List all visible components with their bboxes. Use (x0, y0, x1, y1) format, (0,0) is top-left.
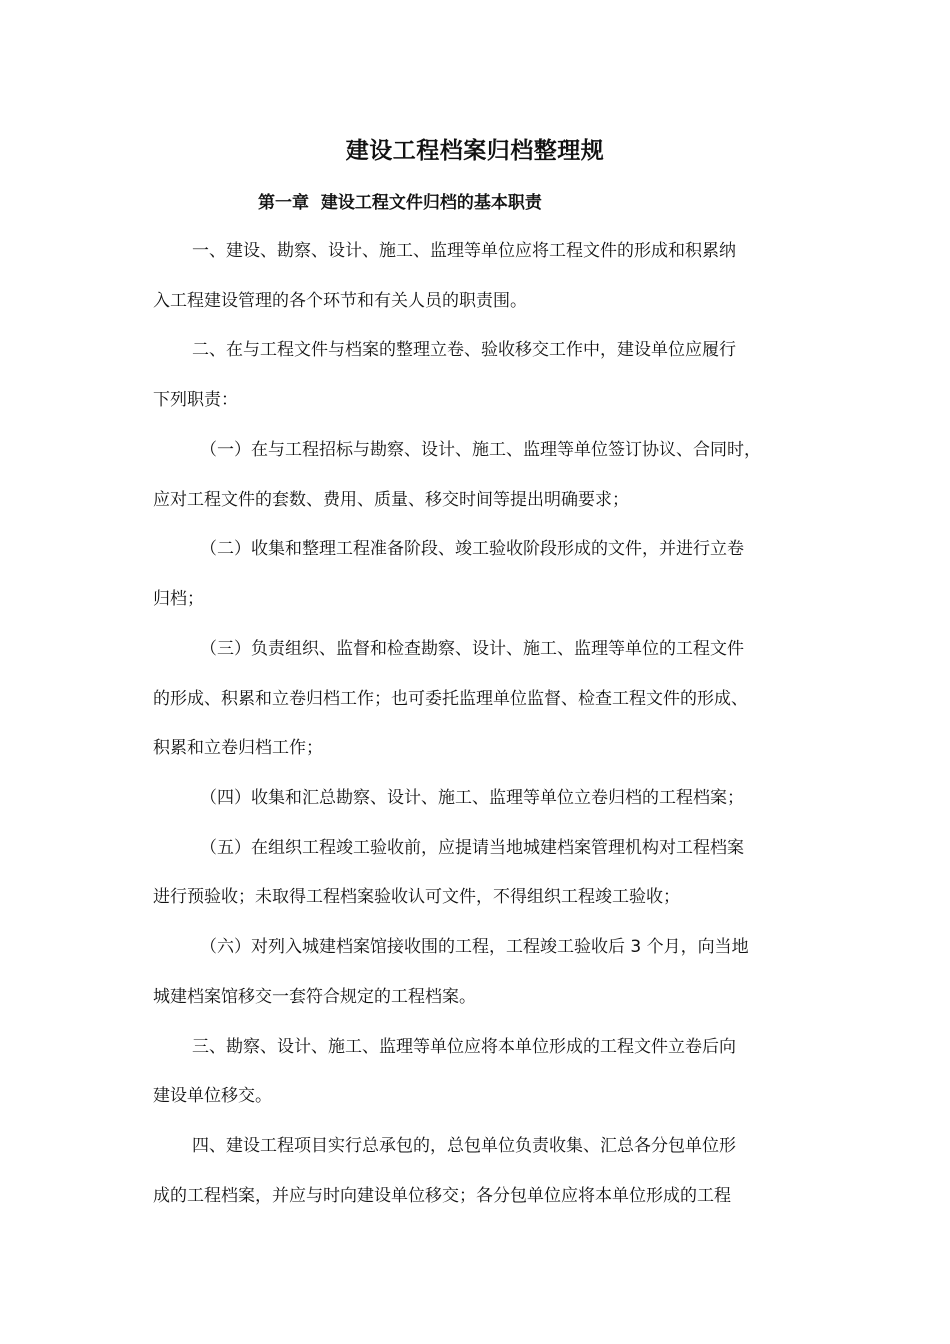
paragraph-line: 进行预验收；未取得工程档案验收认可文件，不得组织工程竣工验收； (153, 887, 680, 907)
paragraph-line: 入工程建设管理的各个环节和有关人员的职责围。 (153, 291, 527, 311)
paragraph-line: 城建档案馆移交一套符合规定的工程档案。 (153, 987, 476, 1007)
paragraph-line: （六）对列入城建档案馆接收围的工程，工程竣工验收后 3 个月，向当地 (200, 937, 749, 957)
paragraph-line: 下列职责： (153, 390, 238, 410)
paragraph-line: 一、建设、勘察、设计、施工、监理等单位应将工程文件的形成和积累纳 (192, 241, 736, 261)
paragraph-line: 三、勘察、设计、施工、监理等单位应将本单位形成的工程文件立卷后向 (192, 1037, 736, 1057)
paragraph-line: （五）在组织工程竣工验收前，应提请当地城建档案管理机构对工程档案 (200, 838, 744, 858)
paragraph-line: （一）在与工程招标与勘察、设计、施工、监理等单位签订协议、合同时， (200, 440, 761, 460)
paragraph-line: 四、建设工程项目实行总承包的，总包单位负责收集、汇总各分包单位形 (192, 1136, 736, 1156)
paragraph-line: 的形成、积累和立卷归档工作；也可委托监理单位监督、检查工程文件的形成、 (153, 689, 748, 709)
document-title: 建设工程档案归档整理规 (345, 138, 605, 164)
paragraph-line: 应对工程文件的套数、费用、质量、移交时间等提出明确要求； (153, 490, 629, 510)
paragraph-line: （四）收集和汇总勘察、设计、施工、监理等单位立卷归档的工程档案； (200, 788, 744, 808)
paragraph-line: 二、在与工程文件与档案的整理立卷、验收移交工作中，建设单位应履行 (192, 340, 736, 360)
paragraph-line: 归档； (153, 589, 204, 609)
paragraph-line: 成的工程档案，并应与时向建设单位移交；各分包单位应将本单位形成的工程 (153, 1186, 731, 1206)
paragraph-line: 建设单位移交。 (153, 1086, 272, 1106)
paragraph-line: （二）收集和整理工程准备阶段、竣工验收阶段形成的文件，并进行立卷 (200, 539, 744, 559)
paragraph-line: 积累和立卷归档工作； (153, 738, 323, 758)
chapter-heading: 第一章 建设工程文件归档的基本职责 (258, 193, 542, 213)
paragraph-line: （三）负责组织、监督和检查勘察、设计、施工、监理等单位的工程文件 (200, 639, 744, 659)
